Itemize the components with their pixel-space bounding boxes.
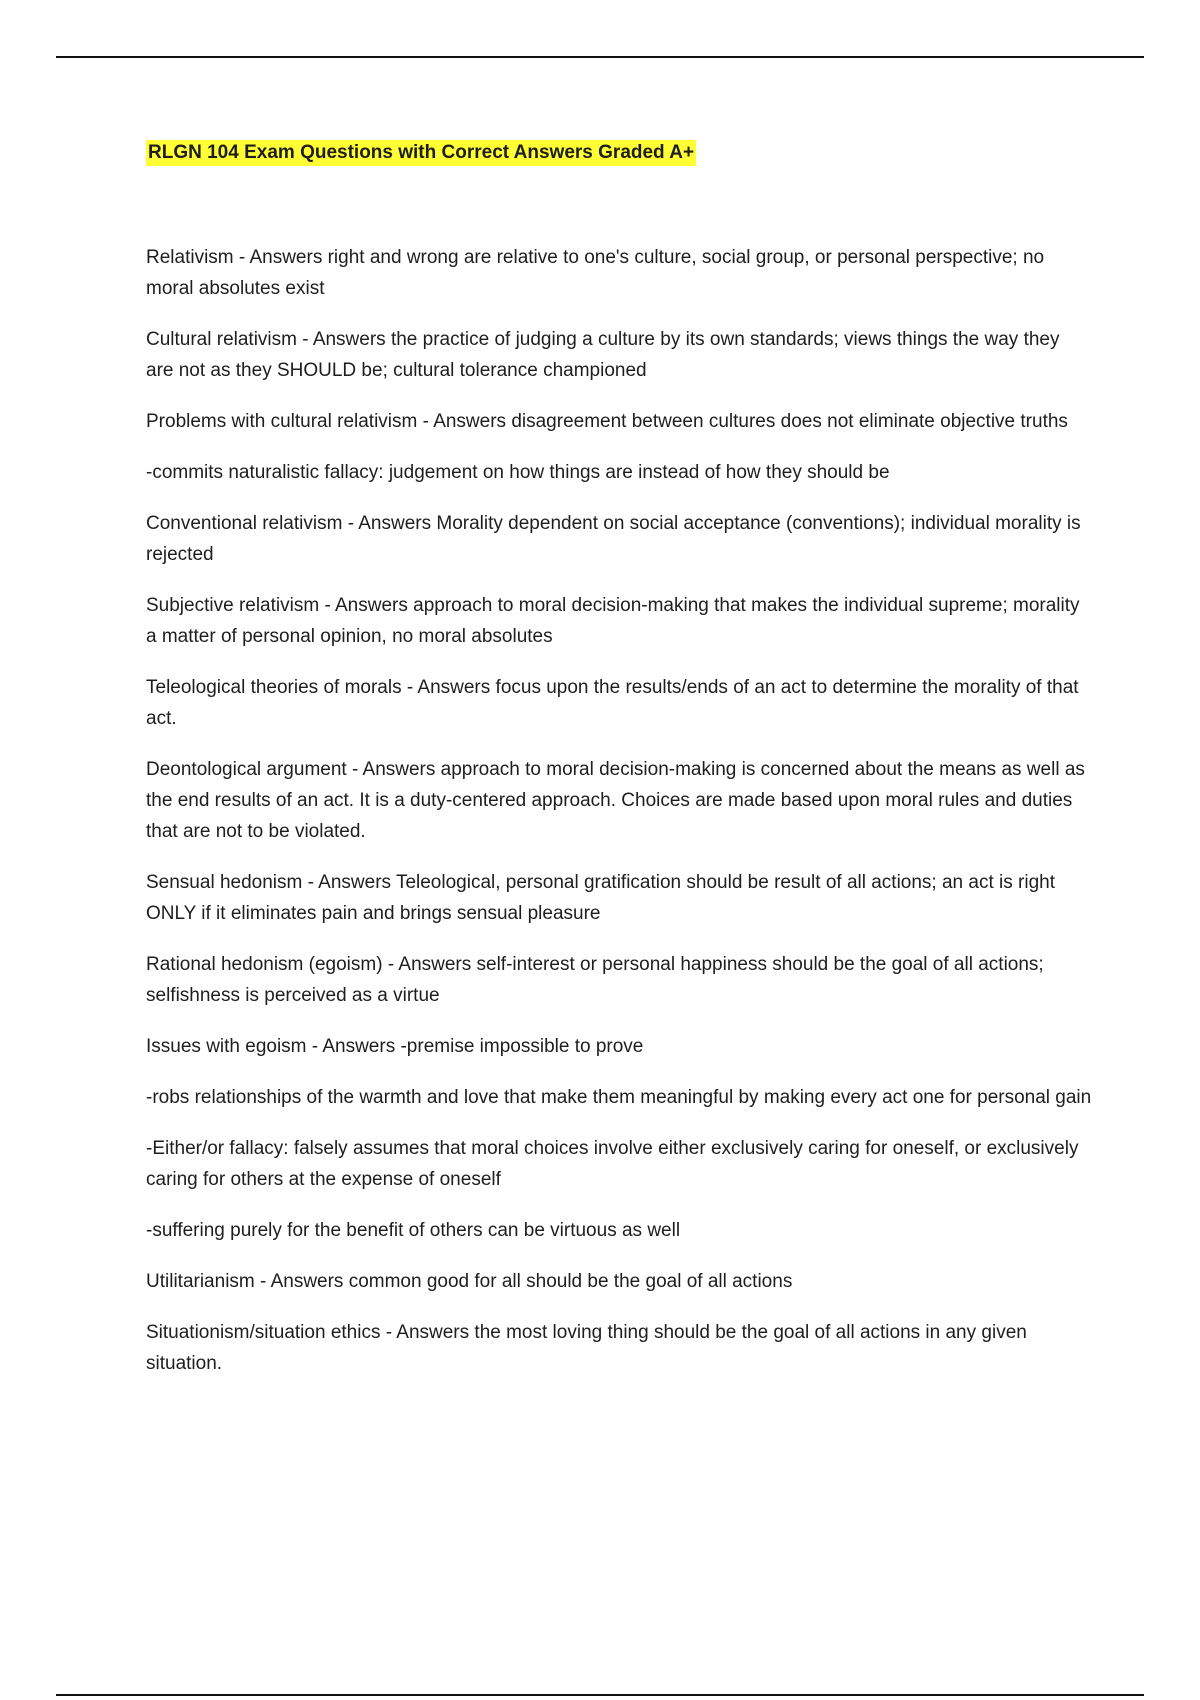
list-item: -suffering purely for the benefit of others can be virtuous as well — [146, 1220, 681, 1241]
list-item: Cultural relativism - Answers the practice of judging a culture by its own standards; views things the way they are not as they SHOULD be; cultural tolerance championed — [146, 329, 1060, 381]
list-item: Conventional relativism - Answers Morality dependent on social acceptance (conventions); individual morality is rejected — [146, 513, 1081, 565]
list-item: Deontological argument - Answers approach to moral decision-making is concerned about the means as well as the end results of an act. It is a duty-centered approach. Choices are made based upon moral rules and duties that are not to be violated. — [146, 759, 1085, 842]
list-item: -Either/or fallacy: falsely assumes that moral choices involve either exclusively caring for oneself, or exclusively caring for others at the expense of oneself — [146, 1138, 1079, 1190]
page-bottom-rule — [56, 1694, 1144, 1696]
list-item: Relativism - Answers right and wrong are relative to one's culture, social group, or personal perspective; no moral absolutes exist — [146, 247, 1045, 299]
list-item: Rational hedonism (egoism) - Answers self-interest or personal happiness should be the goal of all actions; selfishness is perceived as a virtue — [146, 954, 1044, 1006]
list-item: -robs relationships of the warmth and love that make them meaningful by making every act one for personal gain — [146, 1087, 1092, 1108]
document-title: RLGN 104 Exam Questions with Correct Answers Graded A+ — [146, 140, 696, 166]
list-item: Problems with cultural relativism - Answers disagreement between cultures does not eliminate objective truths — [146, 411, 1068, 432]
list-item: Teleological theories of morals - Answers focus upon the results/ends of an act to determine the morality of that act. — [146, 677, 1079, 729]
list-item: Subjective relativism - Answers approach to moral decision-making that makes the individual supreme; morality a matter of personal opinion, no moral absolutes — [146, 595, 1080, 647]
list-item: Sensual hedonism - Answers Teleological, personal gratification should be result of all actions; an act is right ONLY if it eliminates pain and brings sensual pleasure — [146, 872, 1055, 924]
list-item: Situationism/situation ethics - Answers the most loving thing should be the goal of all actions in any given situation. — [146, 1322, 1027, 1374]
list-item: -commits naturalistic fallacy: judgement on how things are instead of how they should be — [146, 462, 890, 483]
list-item: Utilitarianism - Answers common good for all should be the goal of all actions — [146, 1271, 793, 1292]
document-body — [146, 140, 1092, 1399]
list-item: Issues with egoism - Answers -premise impossible to prove — [146, 1036, 644, 1057]
entry-list — [146, 242, 1092, 1379]
page-top-rule — [56, 56, 1144, 58]
